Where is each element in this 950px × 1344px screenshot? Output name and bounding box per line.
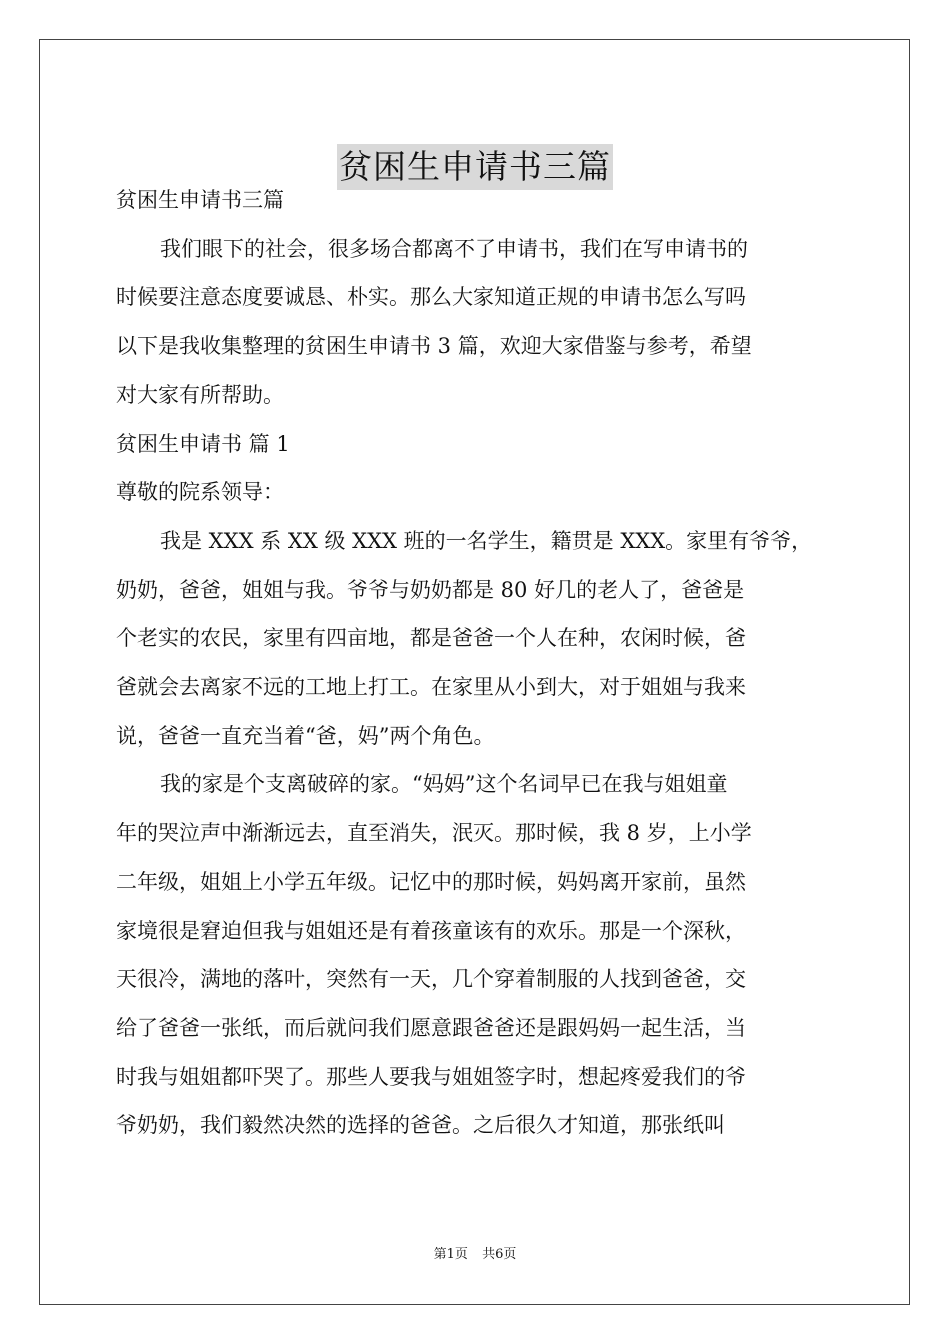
text-line: 个老实的农民，家里有四亩地，都是爸爸一个人在种，农闲时候，爸 <box>116 626 746 651</box>
document-body <box>116 176 834 1150</box>
page-footer <box>0 1246 950 1264</box>
page-total: 共6页 <box>482 1247 517 1262</box>
document-title: 贫困生申请书三篇 <box>337 144 613 190</box>
text-line: 贫困生申请书 篇 1 <box>116 431 290 456</box>
text-line: 时我与姐姐都吓哭了。那些人要我与姐姐签字时，想起疼爱我们的爷 <box>116 1064 746 1089</box>
text-line: 年的哭泣声中渐渐远去，直至消失，泯灭。那时候，我 8 岁，上小学 <box>116 821 752 846</box>
text-line: 给了爸爸一张纸，而后就问我们愿意跟爸爸还是跟妈妈一起生活，当 <box>116 1015 746 1040</box>
text-line: 以下是我收集整理的贫困生申请书 3 篇，欢迎大家借鉴与参考，希望 <box>116 334 752 359</box>
text-line: 说，爸爸一直充当着“爸，妈”两个角色。 <box>116 723 495 748</box>
text-line: 尊敬的院系领导： <box>116 480 284 505</box>
text-line: 我们眼下的社会，很多场合都离不了申请书，我们在写申请书的 <box>160 236 748 261</box>
text-line: 天很冷，满地的落叶，突然有一天，几个穿着制服的人找到爸爸，交 <box>116 967 746 992</box>
text-line: 我是 XXX 系 XX 级 XXX 班的一名学生，籍贯是 XXX。家里有爷爷， <box>160 528 813 553</box>
text-line: 二年级，姐姐上小学五年级。记忆中的那时候，妈妈离开家前，虽然 <box>116 869 746 894</box>
text-line: 我的家是个支离破碎的家。“妈妈”这个名词早已在我与姐姐童 <box>160 772 728 797</box>
text-line: 贫困生申请书三篇 <box>116 188 284 212</box>
text-line: 奶奶，爸爸，姐姐与我。爷爷与奶奶都是 80 好几的老人了，爸爸是 <box>116 577 745 602</box>
text-line: 对大家有所帮助。 <box>116 382 284 407</box>
text-line: 家境很是窘迫但我与姐姐还是有着孩童该有的欢乐。那是一个深秋， <box>116 918 746 943</box>
page-number: 第1页 <box>433 1247 468 1262</box>
text-line: 爷奶奶，我们毅然决然的选择的爸爸。之后很久才知道，那张纸叫 <box>116 1113 725 1138</box>
text-line: 爸就会去离家不远的工地上打工。在家里从小到大，对于姐姐与我来 <box>116 675 746 700</box>
text-line: 时候要注意态度要诚恳、朴实。那么大家知道正规的申请书怎么写吗 <box>116 285 746 310</box>
